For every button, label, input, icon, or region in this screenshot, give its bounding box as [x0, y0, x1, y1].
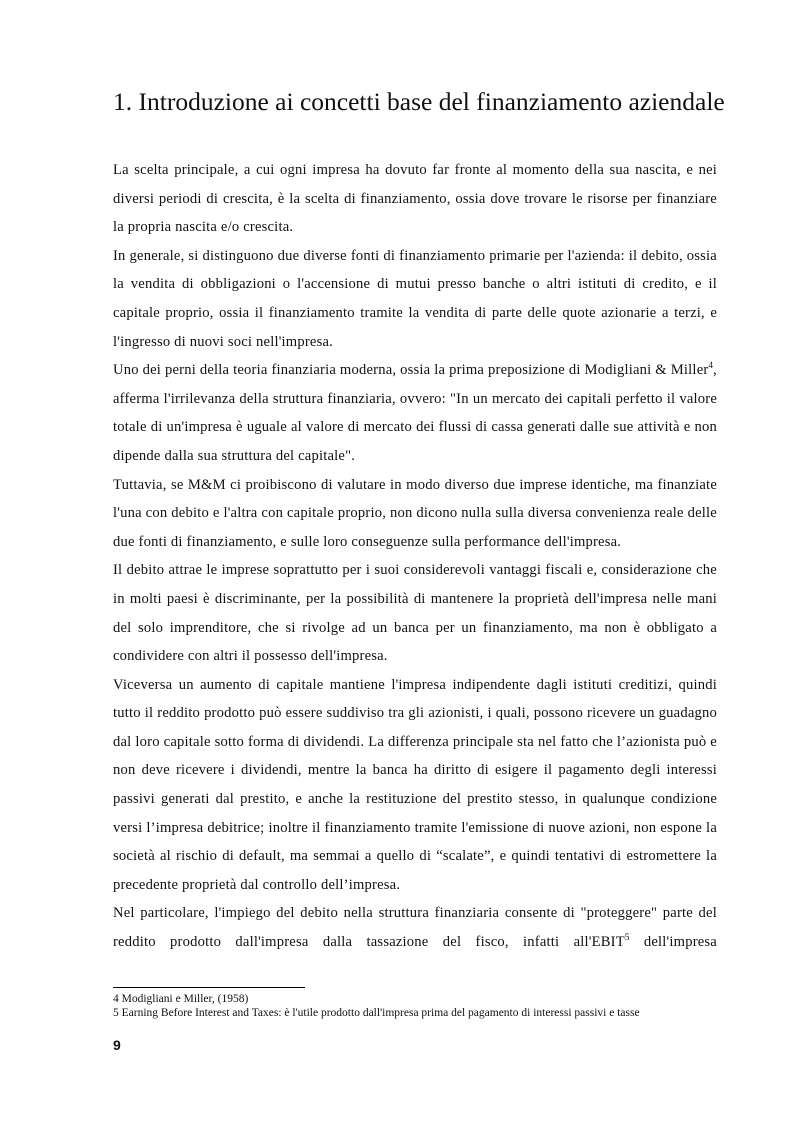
- mm-text-after: , afferma l'irrilevanza della struttura finanziaria, ovvero: "In un mercato dei capitali perfetto il valore totale di un'impresa è uguale al valore di mercato dei flussi di cassa generati dalle sue attività e non dipende dalla sua struttura del capitale".: [113, 362, 717, 464]
- page-number: 9: [113, 1037, 121, 1053]
- section-heading: 1. Introduzione ai concetti base del finanziamento aziendale: [113, 87, 725, 116]
- footnote-ref-4[interactable]: 4: [708, 360, 714, 371]
- footnotes: [113, 993, 717, 1020]
- paragraph-funding-sources: In generale, si distinguono due diverse fonti di finanziamento primarie per l'azienda: il debito, ossia la vendita di obbligazioni o l'accensione di mutui presso banche o altri istituti di credito, e il capitale proprio, ossia il finanziamento tramite la vendita di parte delle quote azionarie a terzi, e l'ingresso di nuovi soci nell'impresa.: [113, 247, 717, 350]
- tax-text-before: Nel particolare, l'impiego del debito nella struttura finanziaria consente di "proteggere" parte del reddito prodotto dall'impresa dalla tassazione del fisco, infatti all'EBIT: [113, 905, 717, 951]
- paragraph-tax-shield: [113, 899, 717, 956]
- paragraph-debt-advantages: Il debito attrae le imprese soprattutto per i suoi considerevoli vantaggi fiscali e, considerazione che in molti paesi è discriminante, per la possibilità di mantenere la proprietà dell'impresa nelle mani del solo imprenditore, che si rivolge ad un banca per un finanziamento, ma non è obbligato a condividere con altri il possesso dell'impresa.: [113, 562, 717, 665]
- paragraph-mm-limits: Tuttavia, se M&M ci proibiscono di valutare in modo diverso due imprese identiche, ma finanziate l'una con debito e l'altra con capitale proprio, non dicono nulla sulla diversa convenienza reale delle due fonti di finanziamento, e sulle loro conseguenze sulla performance dell'impresa.: [113, 476, 717, 550]
- paragraph-modigliani-miller: [113, 356, 717, 470]
- mm-text-before: Uno dei perni della teoria finanziaria moderna, ossia la prima preposizione di Modigliani & Miller: [113, 362, 709, 379]
- footnote-separator: [113, 987, 305, 988]
- body-text: [113, 156, 717, 957]
- footnote-ref-5[interactable]: 5: [624, 932, 630, 943]
- paragraph-equity: Viceversa un aumento di capitale mantiene l'impresa indipendente dagli istituti creditizi, quindi tutto il reddito prodotto può essere suddiviso tra gli azionisti, i quali, possono ricevere un guadagno dal loro capitale sotto forma di dividendi. La differenza principale sta nel fatto che l’azionista può e non deve ricevere i dividendi, mentre la banca ha diritto di esigere il pagamento degli interessi passivi generati dal prestito, e anche la restituzione del prestito stesso, in qualunque condizione versi l’impresa debitrice; inoltre il finanziamento tramite l'emissione di nuove azioni, non espone la società al rischio di default, ma semmai a quello di “scalate”, e quindi tentativi di estromettere la precedente proprietà dal controllo dell’impresa.: [113, 676, 717, 893]
- paragraph-intro: La scelta principale, a cui ogni impresa ha dovuto far fronte al momento della sua nascita, e nei diversi periodi di crescita, è la scelta di finanziamento, ossia dove trovare le risorse per finanziare la propria nascita e/o crescita.: [113, 162, 717, 236]
- footnote-4: 4 Modigliani e Miller, (1958): [113, 993, 249, 1005]
- tax-text-after: dell'impresa: [629, 934, 717, 951]
- footnote-5: 5 Earning Before Interest and Taxes: è l'utile prodotto dall'impresa prima del pagamento di interessi passivi e tasse: [113, 1006, 640, 1019]
